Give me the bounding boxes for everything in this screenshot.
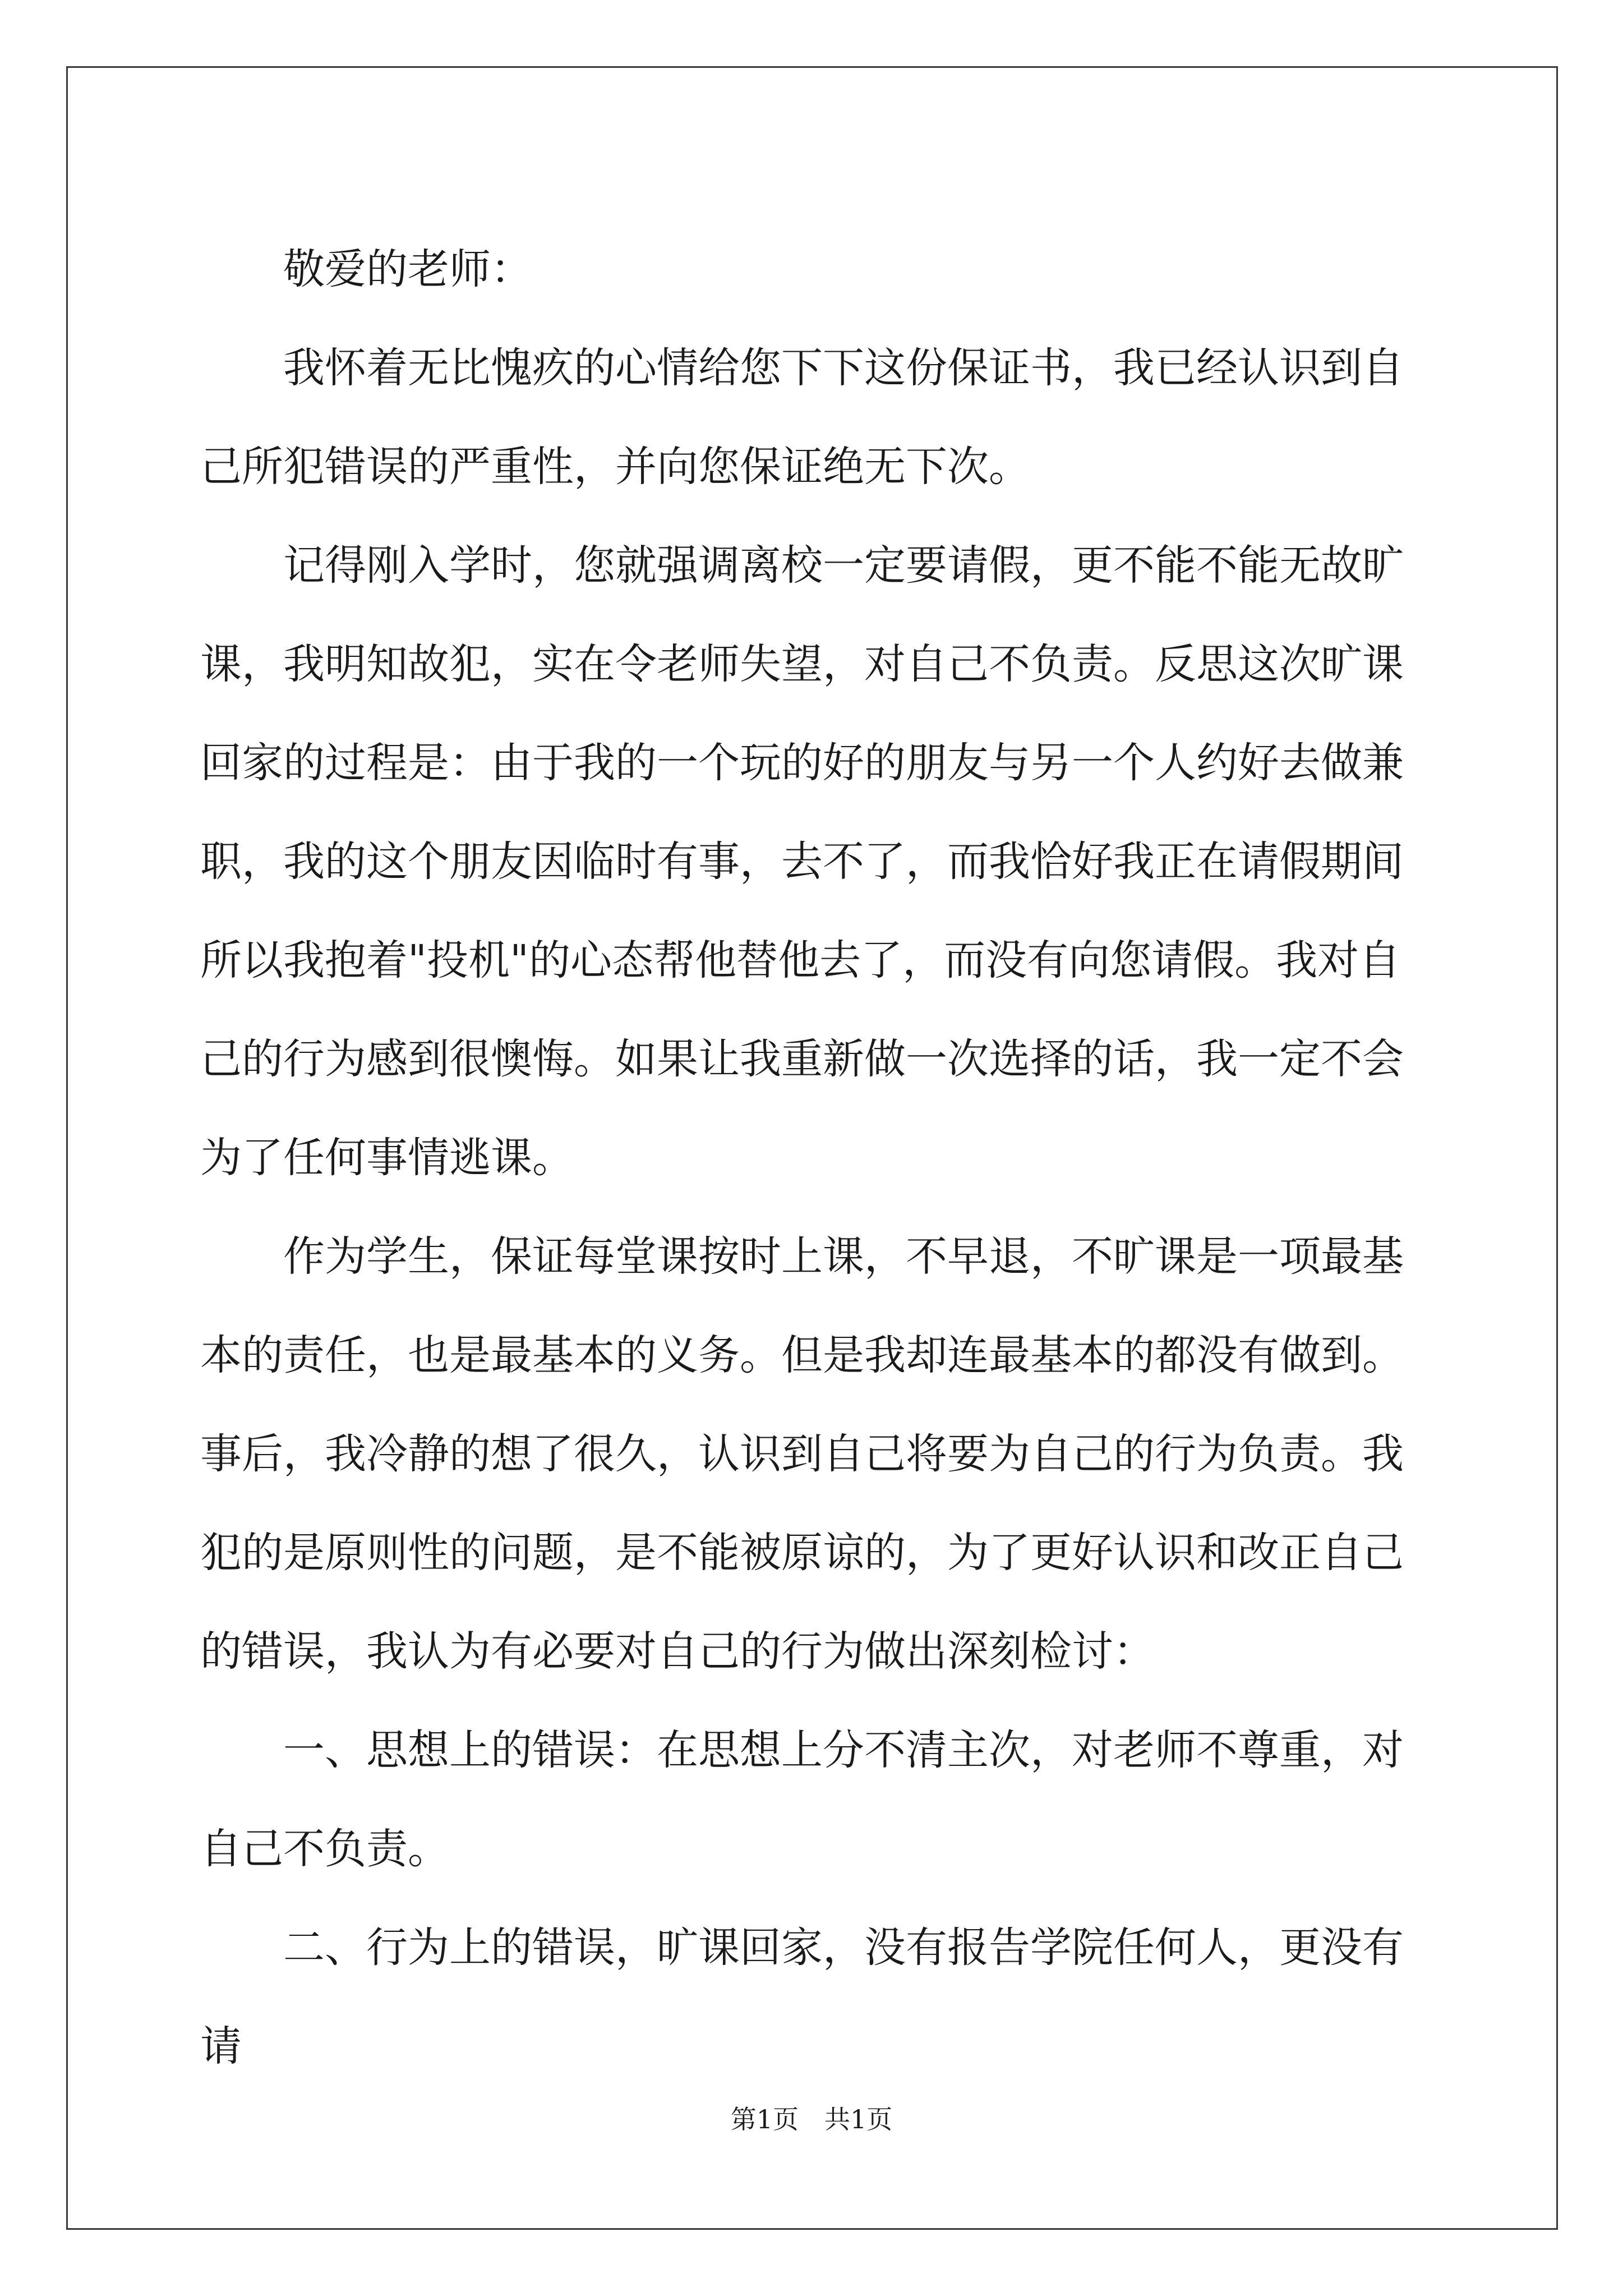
paragraph-3: 作为学生，保证每堂课按时上课，不早退，不旷课是一项最基本的责任，也是最基本的义务。但是我却连最基本的都没有做到。事后，我冷静的想了很久，认识到自己将要为自己的行为负责。我犯的是原则性的问题，是不能被原谅的，为了更好认识和改正自己的错误，我认为有必要对自己的行为做出深刻检讨： — [200, 1232, 1404, 1676]
salutation: 敬爱的老师： — [283, 245, 532, 293]
page-number: 第1页 — [730, 2104, 799, 2134]
paragraph-4: 一、思想上的错误：在思想上分不清主次，对老师不尊重，对自己不负责。 — [200, 1726, 1404, 1873]
paragraph-5: 二、行为上的错误，旷课回家，没有报告学院任何人，更没有请 — [200, 1924, 1404, 2070]
paragraph-1: 我怀着无比愧疚的心情给您下下这份保证书，我已经认识到自己所犯错误的严重性，并向您保证绝无下次。 — [200, 344, 1404, 491]
page-footer — [0, 2099, 1623, 2136]
document-body — [200, 220, 1434, 2096]
page-total: 共1页 — [824, 2104, 893, 2134]
paragraph-2: 记得刚入学时，您就强调离校一定要请假，更不能不能无故旷课，我明知故犯，实在令老师失望，对自己不负责。反思这次旷课回家的过程是：由于我的一个玩的好的朋友与另一个人约好去做兼职，我的这个朋友因临时有事，去不了，而我恰好我正在请假期间所以我抱着"投机"的心态帮他替他去了，而没有向您请假。我对自己的行为感到很懊悔。如果让我重新做一次选择的话，我一定不会为了任何事情逃课。 — [200, 541, 1404, 1182]
